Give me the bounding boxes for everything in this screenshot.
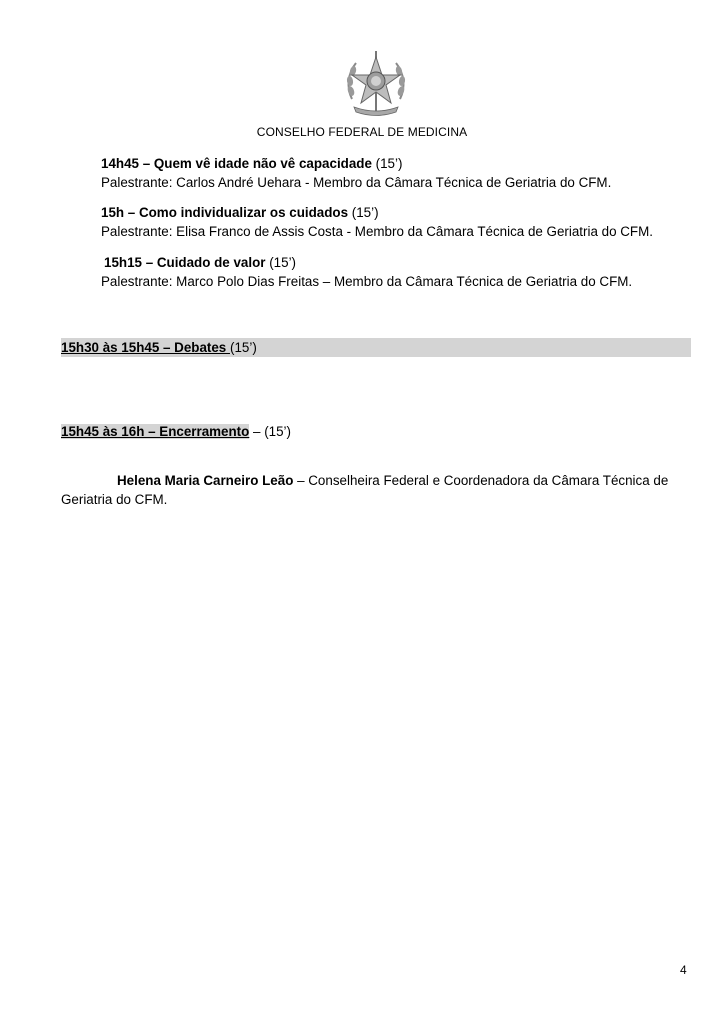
talk-time-title: 14h45 – Quem vê idade não vê capacidade — [101, 156, 372, 171]
header-organization: CONSELHO FEDERAL DE MEDICINA — [256, 125, 468, 139]
talk-item — [101, 154, 611, 192]
page-number: 4 — [680, 963, 687, 977]
closing-speaker-role: – Conselheira Federal e Coordenadora da Câmara Técnica de Geriatria do CFM. — [61, 473, 669, 507]
closing-speaker-name: Helena Maria Carneiro Leão — [117, 473, 294, 488]
talk-duration: (15’) — [371, 156, 403, 171]
brazil-coat-of-arms-icon — [340, 47, 412, 119]
talk-item — [101, 203, 653, 241]
talk-item — [101, 253, 633, 291]
talk-title-line — [101, 203, 653, 222]
talk-duration: (15’) — [348, 205, 379, 220]
session-closing — [61, 422, 291, 441]
session-debates-label: 15h30 às 15h45 – Debates — [61, 340, 230, 355]
closing-paragraph — [61, 471, 691, 509]
talk-duration: (15’) — [265, 255, 297, 270]
talk-title-line — [104, 253, 632, 272]
session-debates-duration: (15’) — [229, 340, 257, 355]
talk-time-title: 15h – Como individualizar os cuidados — [101, 205, 349, 220]
session-closing-label: 15h45 às 16h – Encerramento — [61, 424, 250, 439]
session-debates — [61, 338, 691, 357]
talk-title-line — [101, 154, 611, 173]
talk-speaker: Palestrante: Marco Polo Dias Freitas – Membro da Câmara Técnica de Geriatria do CFM. — [101, 274, 633, 289]
session-closing-duration: – (15’) — [249, 424, 291, 439]
talk-time-title: 15h15 – Cuidado de valor — [104, 255, 266, 270]
talk-speaker: Palestrante: Carlos André Uehara - Membro da Câmara Técnica de Geriatria do CFM. — [101, 175, 612, 190]
talk-speaker: Palestrante: Elisa Franco de Assis Costa - Membro da Câmara Técnica de Geriatria do CFM. — [101, 224, 653, 239]
